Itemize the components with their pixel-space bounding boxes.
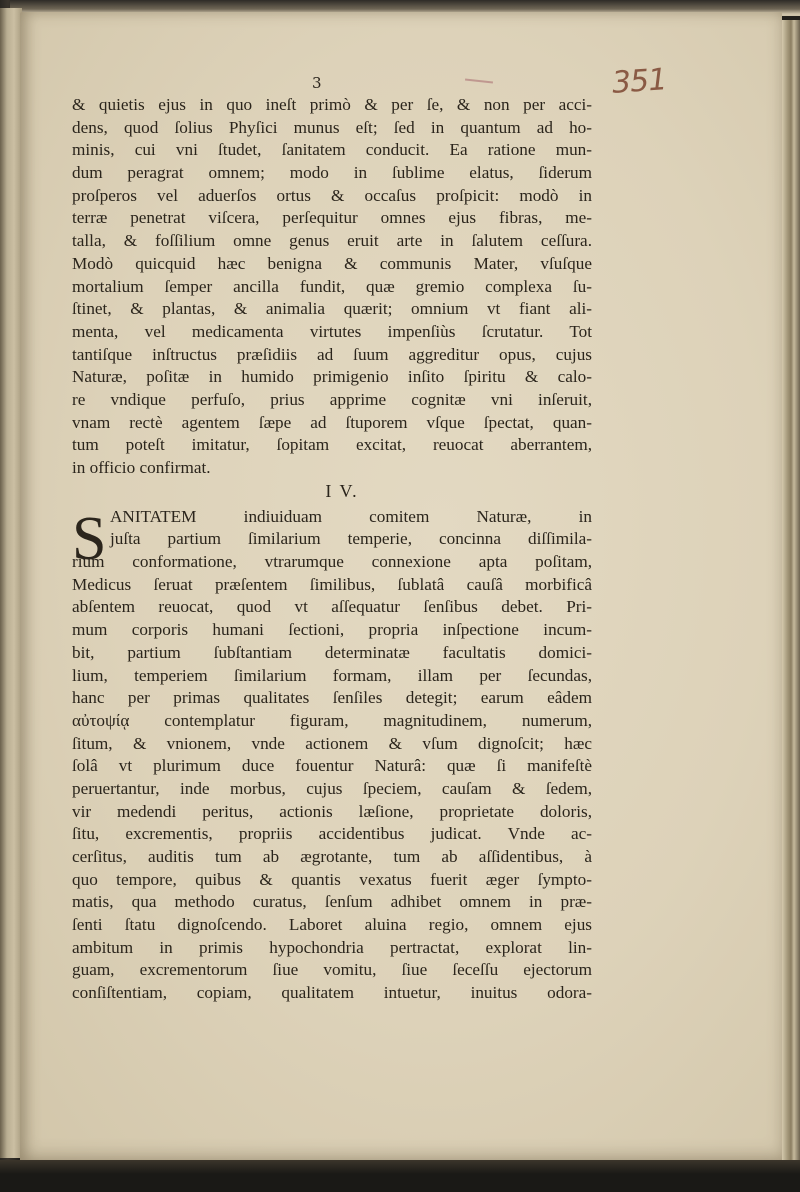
page-edge-right xyxy=(782,20,800,1170)
text-line: ſolâ vt plurimum duce fouentur Naturâ: quæ ſi manifeſtè xyxy=(72,756,592,776)
text-line: abſentem reuocat, quod vt aſſequatur ſenſibus debet. Pri- xyxy=(72,597,592,617)
text-line: dum peragrat omnem; modo in ſublime elatus, ſiderum xyxy=(72,163,592,183)
text-line: vnam rectè agentem ſæpe ad ſtuporem vſque ſpectat, quan- xyxy=(72,412,592,432)
text-line: Modò quicquid hæc benigna & communis Mater, vſuſque xyxy=(72,253,592,273)
text-line: Naturæ, poſitæ in humido primigenio inſito ſpiritu & calo- xyxy=(72,367,592,387)
text-line: re vndique perfuſo, prius apprime cognitæ vni inſeruit, xyxy=(72,389,592,409)
paragraph-1 xyxy=(72,94,592,480)
drop-cap: S xyxy=(72,504,107,573)
text-line: tantiſque inſtructus præſidiis ad ſuum aggreditur opus, cujus xyxy=(72,344,592,364)
text-line: quo tempore, quibus & quantis vexatus fuerit æger ſympto- xyxy=(72,869,592,889)
main-text xyxy=(72,94,592,1005)
text-line: ſitum, & vnionem, vnde actionem & vſum dignoſcit; hæc xyxy=(72,733,592,753)
section-heading: I V. xyxy=(325,480,359,501)
text-line: juſta partium ſimilarium temperie, concinna diſſimila- xyxy=(110,529,592,549)
text-line: ſitu, excrementis, propriis accidentibus judicat. Vnde ac- xyxy=(72,824,592,844)
text-line: tum poteſt imitatur, ſopitam excitat, reuocat aberrantem, xyxy=(72,435,592,455)
handwritten-folio-number: 351 xyxy=(610,62,668,101)
text-line: ANITATEM indiuiduam comitem Naturæ, in xyxy=(110,506,592,526)
text-line: hanc per primas qualitates ſenſiles detegit; earum eâdem xyxy=(72,688,592,708)
text-line: minis, cui vni ſtudet, ſanitatem conducit. Ea ratione mun- xyxy=(72,140,592,160)
section-iv xyxy=(72,506,592,1005)
text-line: ſenti ſtatu dignoſcendo. Laboret aluina regio, omnem ejus xyxy=(72,915,592,935)
text-line: dens, quod ſolius Phyſici munus eſt; ſed in quantum ad ho- xyxy=(72,117,592,137)
text-line: matis, qua methodo curatus, ſenſum adhibet omnem in præ- xyxy=(72,892,592,912)
text-line: menta, vel medicamenta virtutes impenſiùs ſcrutatur. Tot xyxy=(72,321,592,341)
text-line: αὐτοψίᾳ contemplatur figuram, magnitudinem, numerum, xyxy=(72,710,592,730)
paragraph-2-lead xyxy=(72,506,592,551)
text-line: cerſitus, auditis tum ab ægrotante, tum ab aſſidentibus, à xyxy=(72,847,592,866)
text-line: peruertantur, inde morbus, cujus ſpeciem, cauſam & ſedem, xyxy=(72,778,592,798)
text-line: mortalium ſemper ancilla fundit, quæ gremio complexa ſu- xyxy=(72,276,592,296)
page-edge-left xyxy=(0,8,22,1158)
printed-page-number: 3 xyxy=(312,74,322,92)
bottom-shadow xyxy=(0,1160,800,1192)
text-line: talla, & foſſilium omne genus eruit arte in ſalutem ceſſura. xyxy=(72,231,592,251)
text-line: proſperos vel aduerſos ortus & occaſus proſpicit: modò in xyxy=(72,185,592,205)
paragraph-2 xyxy=(72,551,592,1005)
text-line: terræ penetrat viſcera, perſequitur omnes ejus fibras, me- xyxy=(72,208,592,228)
text-line: vir medendi peritus, actionis læſione, proprietate doloris, xyxy=(72,801,592,821)
text-line: conſiſtentiam, copiam, qualitatem intuetur, inuitus odora- xyxy=(72,983,592,1003)
text-line: Medicus ſeruat præſentem ſimilibus, ſublatâ cauſâ morbificâ xyxy=(72,574,592,594)
text-line: ſtinet, & plantas, & animalia quærit; omnium vt fiant ali- xyxy=(72,299,592,319)
text-line: bit, partium ſubſtantiam determinatæ facultatis domici- xyxy=(72,642,592,662)
text-line: ambitum in primis hypochondria pertractat, explorat lin- xyxy=(72,937,592,957)
text-line: in officio confirmat. xyxy=(72,458,211,477)
text-line: mum corporis humani ſectioni, propria inſpectione incum- xyxy=(72,620,592,640)
text-line: lium, temperiem ſimilarium formam, illam per ſecundas, xyxy=(72,665,592,685)
text-line: & quietis ejus in quo ineſt primò & per ſe, & non per acci- xyxy=(72,95,592,114)
text-line: guam, excrementorum ſiue vomitu, ſiue ſeceſſu ejectorum xyxy=(72,960,592,980)
text-line: rium conformatione, vtrarumque connexione apta poſitam, xyxy=(72,552,592,572)
